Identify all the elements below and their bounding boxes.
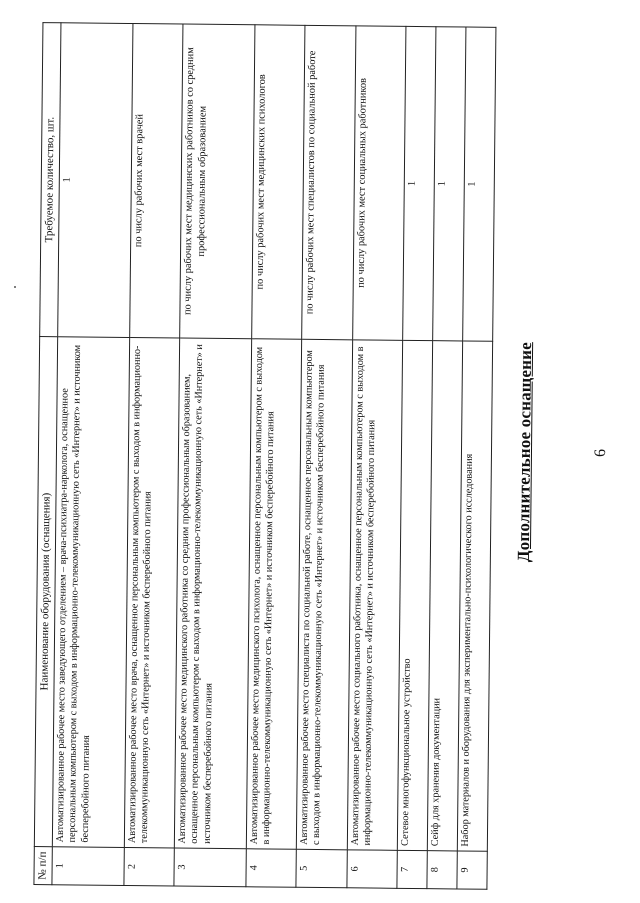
page-number: 6 — [591, 448, 610, 458]
row-number: 2 — [124, 847, 175, 886]
row-number: 6 — [346, 850, 397, 889]
row-quantity: по числу рабочих мест специалистов по социальной работе — [302, 25, 356, 340]
row-quantity: по числу рабочих мест врачей — [129, 24, 183, 339]
row-name: Автоматизированное рабочее место специалиста по социальной работе, оснащенное персональным компьютером с выходом в информационно-телекоммуникационную сеть «Интернет» и источником бесперебойного питания — [296, 339, 352, 850]
header-name: Наименование оборудования (оснащения) — [34, 337, 58, 847]
row-quantity: 1 — [403, 26, 436, 340]
row-name: Автоматизированное рабочее место заведующего отделением – врача-психиатра-нарколога, оснащенное персональным компьютером с выходом в информационно-телекоммуникационную сеть «Интернет» и источником бесперебойного питания — [53, 337, 130, 848]
row-name: Автоматизированное рабочее место социального работника, оснащенное персональным компьютером с выходом в информационно-телекоммуникационную сеть «Интернет» и источником бесперебойного питания — [347, 340, 403, 851]
row-number: 7 — [397, 850, 427, 888]
row-name: Автоматизированное рабочее место медицинского психолога, оснащенное персональным компьютером с выходом в информационно-телекоммуникационную сеть «Интернет» и источником бесперебойного питания — [246, 339, 302, 850]
row-number: 5 — [296, 849, 347, 888]
table-row — [296, 25, 356, 887]
table-row — [52, 23, 132, 886]
row-number: 4 — [246, 849, 297, 888]
row-quantity: по числу рабочих мест социальных работников — [352, 26, 406, 341]
row-name: Сейф для хранения документации — [427, 341, 462, 851]
table-row — [346, 26, 406, 888]
row-quantity: 1 — [463, 27, 496, 341]
row-name: Автоматизированное рабочее место врача, оснащенное персональным компьютером с выходом в информационно-телекоммуникационную сеть «Интернет» и источником бесперебойного питания — [124, 337, 180, 848]
table-row — [124, 24, 184, 886]
table-row — [246, 25, 306, 887]
equipment-table — [33, 22, 496, 890]
table-row — [174, 24, 254, 887]
row-number: 1 — [52, 847, 124, 886]
header-number: № п/п — [34, 847, 53, 885]
row-name: Сетевое многофункциональное устройство — [397, 340, 432, 850]
row-number: 3 — [174, 848, 246, 887]
row-number: 8 — [427, 851, 457, 889]
row-quantity: по числу рабочих мест медицинских психологов — [251, 25, 305, 340]
row-quantity: 1 — [433, 27, 466, 341]
row-quantity: 1 — [58, 23, 133, 338]
header-quantity: Требуемое количество, шт. — [40, 23, 61, 337]
scan-speck — [14, 286, 16, 288]
document-title: Дополнительное оснащение — [513, 342, 536, 563]
row-name: Автоматизированное рабочее место медицинского работника со средним профессиональным образованием, оснащенное персональным компьютером с выходом в информационно-телекоммуникационную сеть «Интернет» и источником бесперебойного питания — [174, 338, 251, 849]
row-quantity: по числу рабочих мест медицинских работников со средним профессиональным образованием — [180, 24, 255, 339]
row-number: 9 — [457, 851, 487, 889]
row-name: Набор материалов и оборудования для экспериментально-психологического исследования — [457, 341, 492, 851]
